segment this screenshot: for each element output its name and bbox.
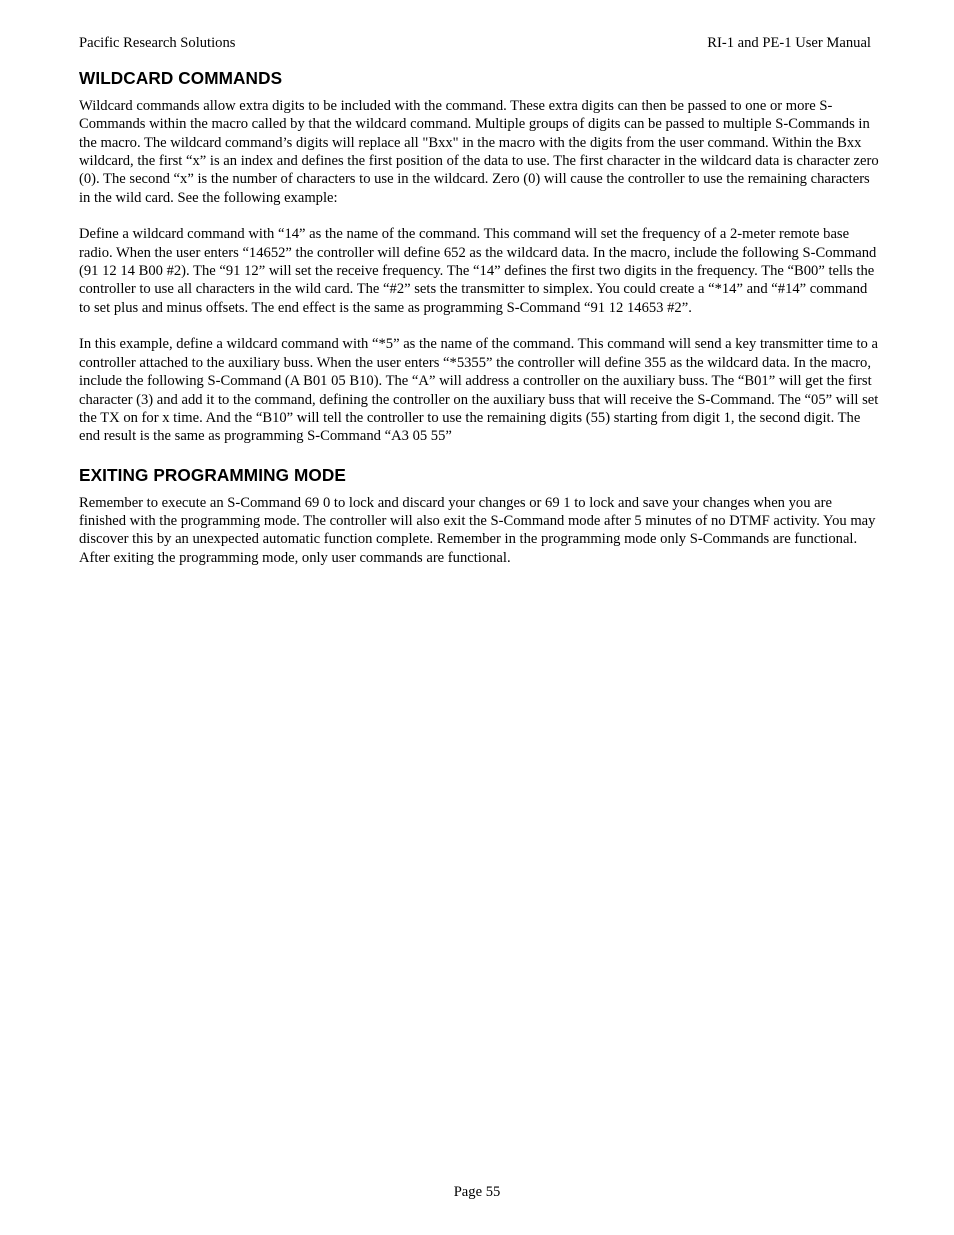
section-wildcard-commands	[79, 67, 879, 446]
section-exiting-programming-mode	[79, 464, 879, 567]
section-heading: WILDCARD COMMANDS	[79, 68, 283, 88]
header-company-name: Pacific Research Solutions	[79, 35, 236, 51]
paragraph: Wildcard commands allow extra digits to be included with the command. These extra digits can then be passed to one or more S-Commands within the macro called by that the wildcard command. Multiple groups of digits can be passed to multiple S-Commands in the macro. The wildcard command’s digits will replace all "Bxx" in the macro with the digits from the user command. Within the Bxx wildcard, the first “x” is an index and defines the first position of the data to use. The first character in the wildcard data is character zero (0). The second “x” is the number of characters to use in the wildcard. Zero (0) will cause the controller to use the remaining characters in the wild card. See the following example:	[79, 98, 879, 206]
page-header	[79, 34, 871, 54]
document-body	[79, 67, 879, 567]
section-heading: EXITING PROGRAMMING MODE	[79, 464, 346, 485]
paragraph: Remember to execute an S-Command 69 0 to lock and discard your changes or 69 1 to lock and save your changes when you are finished with the programming mode. The controller will also exit the S-Command mode after 5 minutes of no DTMF activity. You may discover this by an unexpected automatic function complete. Remember in the programming mode only S-Commands are functional. After exiting the programming mode, only user commands are functional.	[79, 494, 876, 566]
paragraph: In this example, define a wildcard command with “*5” as the name of the command. This command will send a key transmitter time to a controller attached to the auxiliary buss. When the user enters “*5355” the controller will define 355 as the wildcard data. In the macro, include the following S-Command (A B01 05 B10). The “A” will address a controller on the auxiliary buss. The “B01” will get the first character (3) and add it to the command, defining the controller on the auxiliary buss that will receive the S-Command. The “05” will set the TX on for x time. And the “B10” will tell the controller to use the remaining digits (55) starting from digit 1, the second digit. The end result is the same as programming S-Command “A3 05 55”	[79, 336, 879, 445]
header-manual-title: RI-1 and PE-1 User Manual	[707, 35, 871, 51]
page-number: Page 55	[453, 1184, 501, 1200]
paragraph: Define a wildcard command with “14” as the name of the command. This command will set the frequency of a 2-meter remote base radio. When the user enters “14652” the controller will define 652 as the wildcard data. In the macro, include the following S-Command (91 12 14 B00 #2). The “91 12” will set the receive frequency. The “14” defines the first two digits in the frequency. The “B00” tells the controller to use all characters in the wild card. The “#2” sets the transmitter to simplex. You could create a “*14” and “#14” command to set plus and minus offsets. The end effect is the same as programming S-Command “91 12 14653 #2”.	[79, 226, 877, 316]
